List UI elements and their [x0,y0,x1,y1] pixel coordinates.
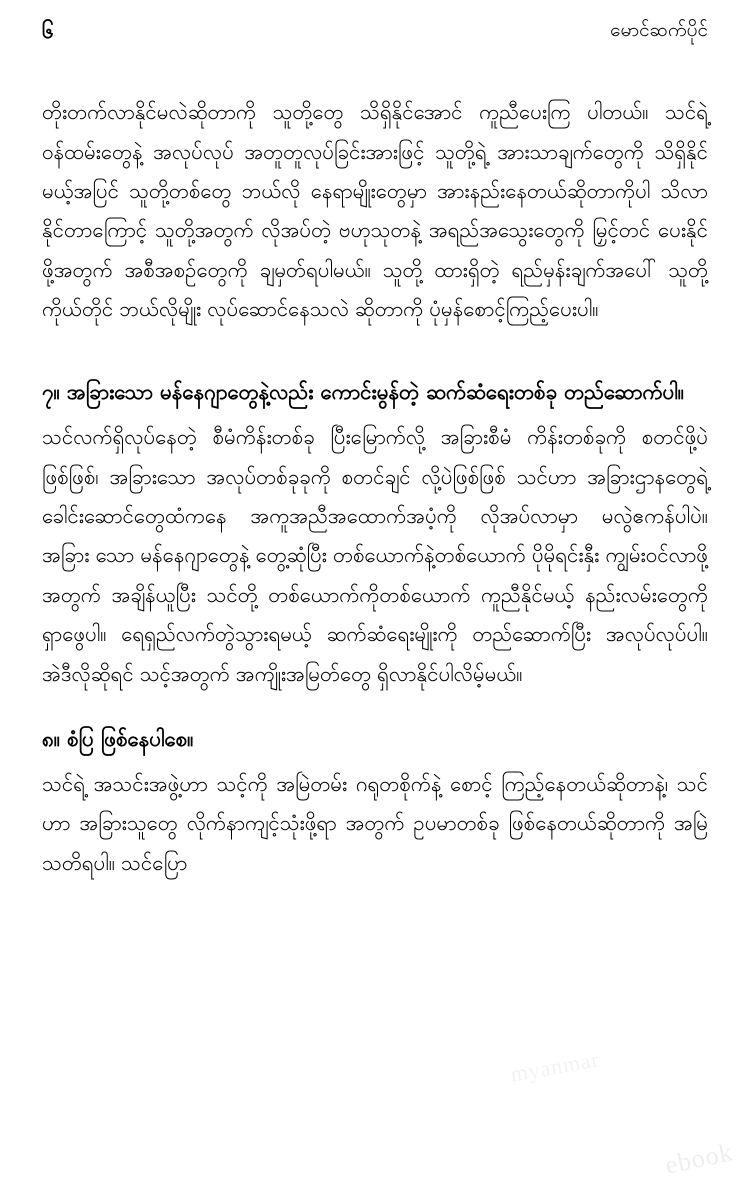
watermark-secondary: myanmar [508,1046,602,1087]
section-8 [42,720,708,883]
body-block-1 [42,93,708,329]
running-title: မောင်ဆက်ပိုင် [610,19,708,41]
paragraph: တိုးတက်လာနိုင်မလဲဆိုတာကို သူတို့တွေ သိရှိနိုင်အောင် ကူညီပေးကြ ပါတယ်။ သင်ရဲ့ဝန်ထမ်းတွေနဲ့ အလုပ်လုပ် အတူတူလုပ်ခြင်းအားဖြင့် သူတို့ရဲ့ အားသာချက်တွေကို သိရှိနိုင်မယ့်အပြင် သူတို့တစ်တွေ ဘယ်လို နေရာမျိုးတွေမှာ အားနည်းနေတယ်ဆိုတာကိုပါ သိလာနိုင်တာကြောင့် သူတို့အတွက် လိုအပ်တဲ့ ဗဟုသုတနဲ့ အရည်အသွေးတွေကို မြှင့်တင် ပေးနိုင်ဖို့အတွက် အစီအစဉ်တွေကို ချမှတ်ရပါမယ်။ သူတို့ ထားရှိတဲ့ ရည်မှန်းချက်အပေါ် သူတို့ကိုယ်တိုင် ဘယ်လိုမျိုး လုပ်ဆောင်နေသလဲ ဆိုတာကို ပုံမှန်စောင့်ကြည့်ပေးပါ။ [42,100,708,322]
watermark-primary: ebook [663,1137,737,1180]
paragraph: သင်လက်ရှိလုပ်နေတဲ့ စီမံကိန်းတစ်ခု ပြီးမြောက်လို့ အခြားစီမံ ကိန်းတစ်ခုကို စတင်ဖို့ပဲဖြစ်ဖြစ်၊ အခြားသော အလုပ်တစ်ခုခုကို စတင်ချင် လို့ပဲဖြစ်ဖြစ် သင်ဟာ အခြားဌာနတွေရဲ့ ခေါင်းဆောင်တွေထံကနေ အကူအညီအထောက်အပံ့ကို လိုအပ်လာမှာ မလွဲဧကန်ပါပဲ။ အခြား သော မန်နေဂျာတွေနဲ့ တွေ့ဆုံပြီး တစ်ယောက်နဲ့တစ်ယောက် ပိုမိုရင်းနှီး ကျွမ်းဝင်လာဖို့အတွက် အချိန်ယူပြီး သင်တို့ တစ်ယောက်ကိုတစ်ယောက် ကူညီနိုင်မယ့် နည်းလမ်းတွေကို ရှာဖွေပါ။ ရေရှည်လက်တွဲသွားရမယ့် ဆက်ဆံရေးမျိုးကို တည်ဆောက်ပြီး အလုပ်လုပ်ပါ။ အဲဒီလိုဆိုရင် သင့်အတွက် အကျိုးအမြတ်တွေ ရှိလာနိုင်ပါလိမ့်မယ်။ [42,425,708,686]
section-heading-8: ၈။ စံပြ ဖြစ်နေပါစေ။ [42,726,194,751]
section-spacer [42,704,708,720]
page-number: ၆ [42,19,54,43]
section-spacer [42,339,708,373]
section-heading-7: ၇။ အခြားသော မန်နေဂျာတွေနဲ့လည်း ကောင်းမွန်တဲ့ ဆက်ဆံရေးတစ်ခု တည်ဆောက်ပါ။ [42,380,684,405]
paragraph: သင်ရဲ့ အသင်းအဖွဲ့ဟာ သင့်ကို အမြဲတမ်း ဂရုတစိုက်နဲ့ စောင့် ကြည့်နေတယ်ဆိုတာနဲ့၊ သင်ဟာ အခြားသူတွေ လိုက်နာကျင့်သုံးဖို့ရာ အတွက် ဥပမာတစ်ခု ဖြစ်နေတယ်ဆိုတာကို အမြဲသတိရပါ။ သင်ပြော [42,771,708,875]
section-7 [42,373,708,693]
page-header [42,18,708,45]
